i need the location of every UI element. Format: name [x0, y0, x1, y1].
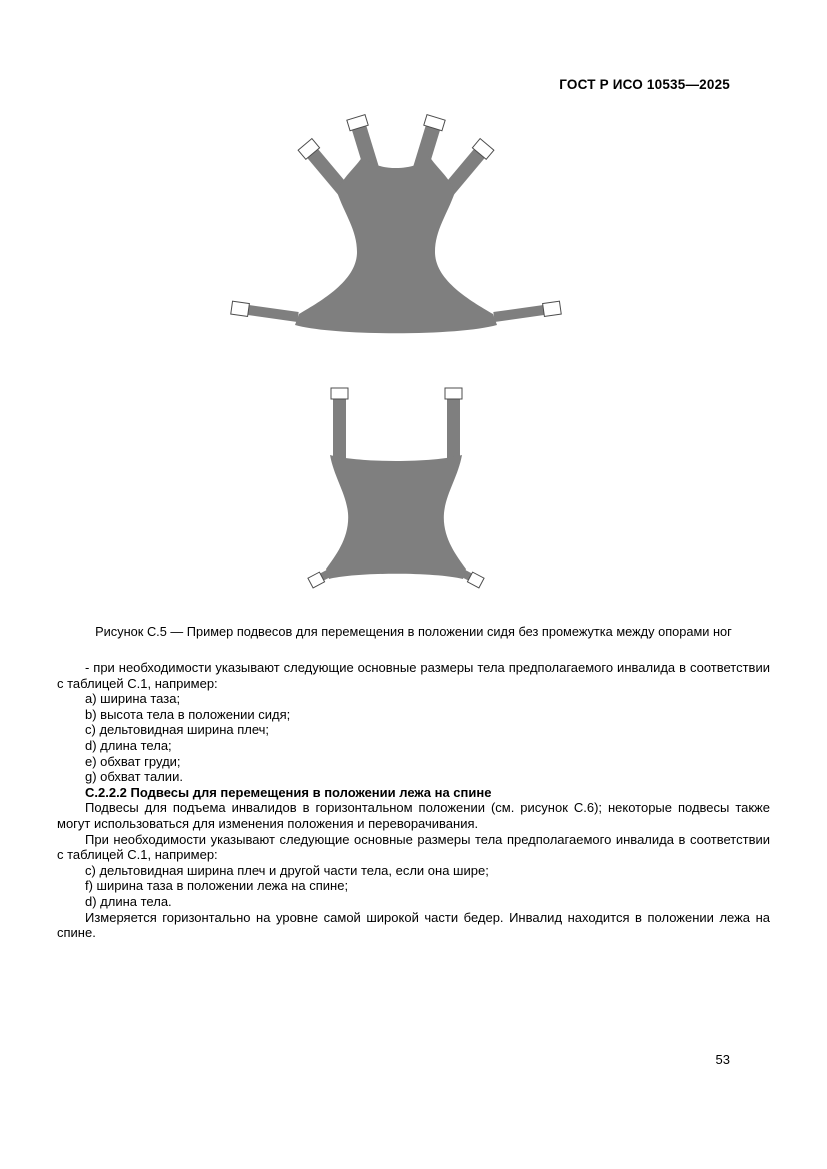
- figure-sling-with-shoulder-straps: [226, 112, 566, 347]
- sling-shape-2: [308, 388, 484, 588]
- paragraph-sizes-intro: - при необходимости указывают следующие основные размеры тела предполагаемого инвалида в соответствии с таблицей С.1, например:: [57, 660, 770, 691]
- top-strap-left: [331, 388, 348, 463]
- sling-shape-1: [231, 115, 562, 334]
- paragraph-measurement: Измеряется горизонтально на уровне самой широкой части бедер. Инвалид находится в положении лежа на спине.: [57, 909, 770, 941]
- strap-loop: [543, 301, 562, 316]
- subclause-heading-c222: С.2.2.2 Подвесы для перемещения в положении лежа на спине: [85, 784, 492, 800]
- leg-strap-right: [493, 301, 561, 323]
- figure-caption: Рисунок С.5 — Пример подвесов для перемещения в положении сидя без промежутка между опорами ног: [95, 624, 732, 639]
- leg-strap-left: [231, 301, 299, 323]
- figure-sling-vertical-straps: [305, 385, 495, 600]
- list-item-f: f) ширина таза в положении лежа на спине;: [85, 878, 349, 894]
- list-item-d2: d) длина тела.: [85, 893, 172, 909]
- list-item-b: b) высота тела в положении сидя;: [85, 706, 291, 722]
- standard-number: ГОСТ Р ИСО 10535—2025: [559, 77, 730, 92]
- list-item-e: e) обхват груди;: [85, 753, 181, 769]
- list-item-a: a) ширина таза;: [85, 691, 181, 707]
- list-item-g: g) обхват талии.: [85, 769, 183, 785]
- strap-loop: [331, 388, 348, 399]
- list-item-d: d) длина тела;: [85, 737, 172, 753]
- strap-loop: [445, 388, 462, 399]
- list-item-c2: c) дельтовидная ширина плеч и другой части тела, если она шире;: [85, 862, 489, 878]
- paragraph-sizes-intro-2: При необходимости указывают следующие основные размеры тела предполагаемого инвалида в соответствии с таблицей С.1, например:: [57, 831, 770, 863]
- strap-loop: [231, 301, 250, 316]
- list-item-c: c) дельтовидная ширина плеч;: [85, 722, 270, 738]
- paragraph-supine-slings: Подвесы для подъема инвалидов в горизонтальном положении (см. рисунок С.6); некоторые подвесы также могут использоваться для изменения положения и переворачивания.: [57, 800, 770, 831]
- page-number: 53: [715, 1052, 730, 1067]
- sling-body: [295, 156, 497, 333]
- body-text: [57, 660, 770, 941]
- top-strap-right: [445, 388, 462, 463]
- sling-body: [326, 455, 466, 579]
